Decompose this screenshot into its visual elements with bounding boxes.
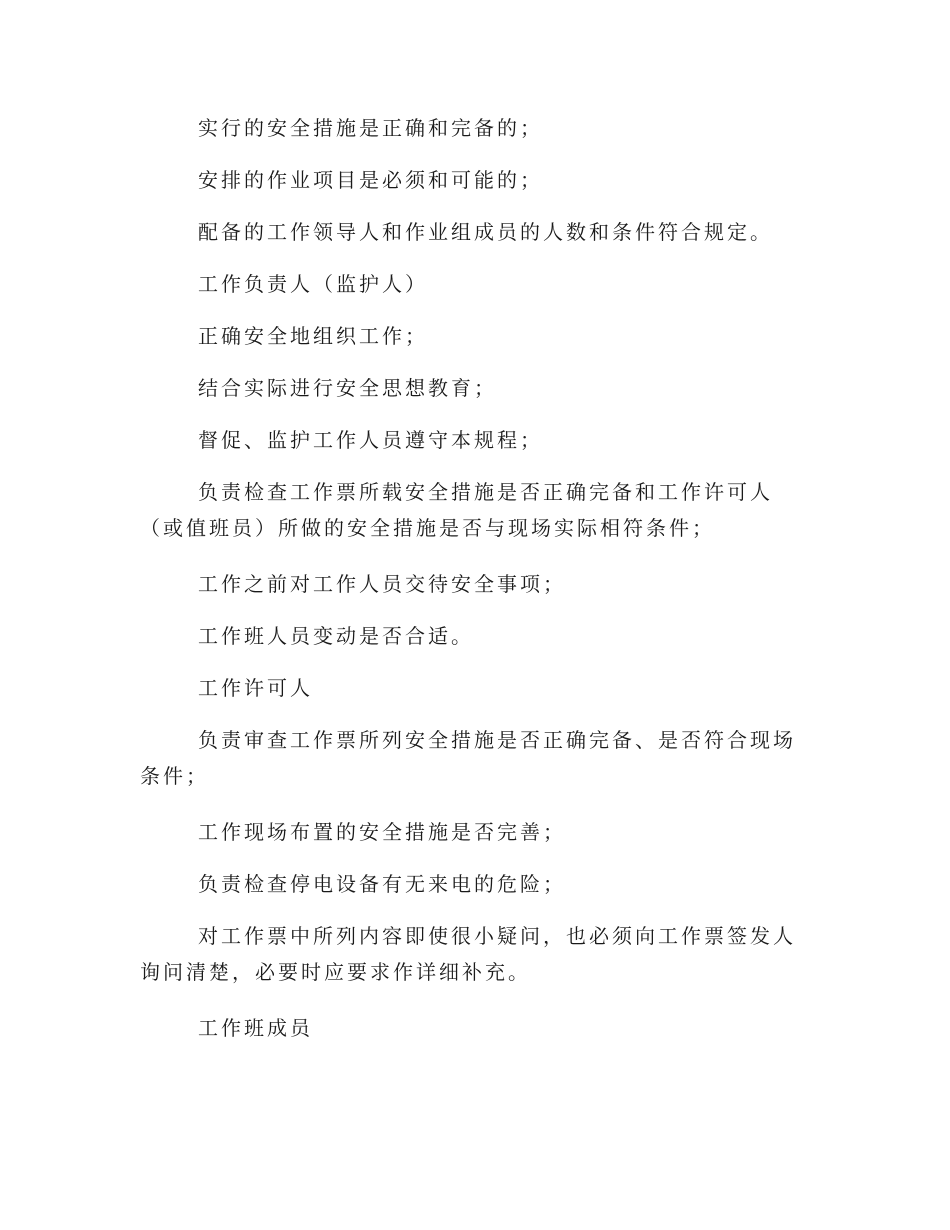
section-heading: 工作班成员 xyxy=(198,1016,313,1040)
paragraph: 督促、监护工作人员遵守本规程； xyxy=(198,428,543,452)
paragraph: 工作班人员变动是否合适。 xyxy=(198,624,474,648)
paragraph: 工作现场布置的安全措施是否完善； xyxy=(198,820,566,844)
paragraph: 对工作票中所列内容即使很小疑问，也必须向工作票签发人询问清楚，必要时应要求作详细补充。 xyxy=(140,924,796,984)
paragraph: 正确安全地组织工作； xyxy=(198,324,428,348)
paragraph: 结合实际进行安全思想教育； xyxy=(198,376,497,400)
paragraph: 工作之前对工作人员交待安全事项； xyxy=(198,572,566,596)
section-heading: 工作许可人 xyxy=(198,676,313,700)
paragraph: 实行的安全措施是正确和完备的； xyxy=(198,116,543,140)
paragraph: 配备的工作领导人和作业组成员的人数和条件符合规定。 xyxy=(198,220,773,244)
section-heading: 工作负责人（监护人） xyxy=(198,272,428,296)
paragraph: 负责检查工作票所载安全措施是否正确完备和工作许可人（或值班员）所做的安全措施是否与现场实际相符条件； xyxy=(140,480,773,540)
paragraph: 负责检查停电设备有无来电的危险； xyxy=(198,872,566,896)
paragraph: 安排的作业项目是必须和可能的； xyxy=(198,168,543,192)
paragraph: 负责审查工作票所列安全措施是否正确完备、是否符合现场条件； xyxy=(140,728,796,788)
